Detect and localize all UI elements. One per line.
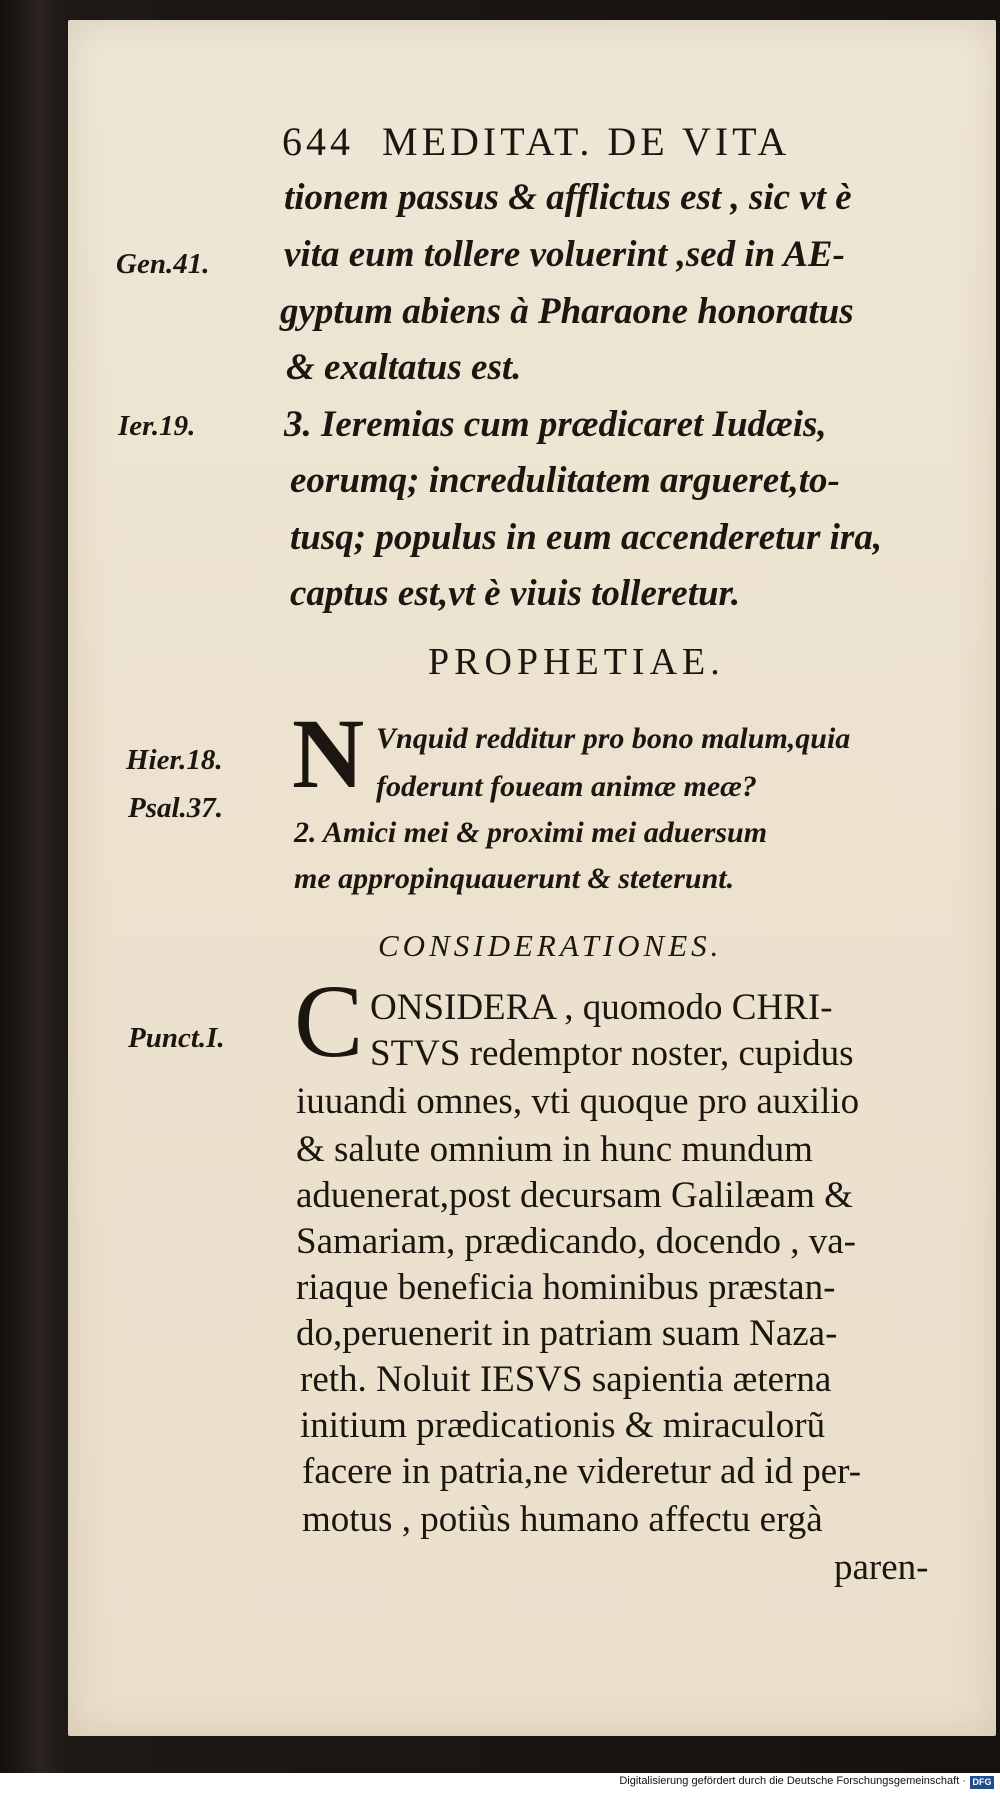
- consid-line: motus , potiùs humano affectu ergà: [302, 1499, 823, 1540]
- margin-note-punct: Punct.I.: [128, 1022, 225, 1054]
- running-title: MEDITAT. DE VITA: [382, 119, 791, 164]
- consid-line: do,peruenerit in patriam suam Naza-: [296, 1313, 838, 1354]
- para1-line: gyptum abiens à Pharaone honoratus: [280, 291, 854, 332]
- para1-line: & exaltatus est.: [286, 347, 522, 388]
- consid-line: aduenerat,post decursam Galilæam &: [296, 1175, 853, 1216]
- page-number: 644: [282, 119, 354, 164]
- margin-note-gen: Gen.41.: [116, 248, 210, 280]
- dropcap-n: N: [292, 698, 365, 809]
- consid-line: facere in patria,ne videretur ad id per-: [302, 1451, 862, 1492]
- para1-line: tionem passus & afflictus est , sic vt è: [284, 177, 852, 218]
- para2-line: captus est,vt è viuis tolleretur.: [290, 573, 741, 614]
- consid-line: reth. Noluit IESVS sapientia æterna: [300, 1359, 832, 1400]
- consid-line: initium prædicationis & miraculorũ: [300, 1405, 826, 1446]
- para2-line: tusq; populus in eum accenderetur ira,: [290, 517, 883, 558]
- margin-note-hier: Hier.18.: [126, 744, 223, 776]
- prophetiae-line: me appropinquauerunt & steterunt.: [294, 862, 735, 895]
- consid-line: ONSIDERA , quomodo CHRI-: [370, 987, 833, 1028]
- dropcap-c: C: [294, 964, 364, 1079]
- consid-line: STVS redemptor noster, cupidus: [370, 1033, 854, 1074]
- running-head: [282, 118, 790, 165]
- para2-line: 3. Ieremias cum prædicaret Iudæis,: [284, 404, 827, 445]
- heading-considerationes: CONSIDERATIONES.: [378, 928, 723, 963]
- prophetiae-line: 2. Amici mei & proximi mei aduersum: [294, 816, 768, 849]
- digitization-credit: Digitalisierung gefördert durch die Deutsche Forschungsgemeinschaft ·: [619, 1775, 966, 1787]
- consid-line: & salute omnium in hunc mundum: [296, 1129, 813, 1170]
- prophetiae-line: Vnquid redditur pro bono malum,quia: [376, 722, 851, 755]
- dfg-logo: DFG: [970, 1776, 994, 1789]
- para1-line: vita eum tollere voluerint ,sed in AE-: [284, 234, 845, 275]
- para2-line: eorumq; incredulitatem argueret,to-: [290, 460, 840, 501]
- consid-line: iuuandi omnes, vti quoque pro auxilio: [296, 1081, 860, 1122]
- consid-line: riaque beneficia hominibus præstan-: [296, 1267, 836, 1308]
- margin-note-ier: Ier.19.: [118, 410, 196, 442]
- prophetiae-line: foderunt foueam animæ meæ?: [376, 770, 757, 803]
- consid-line: Samariam, prædicando, docendo , va-: [296, 1221, 856, 1262]
- margin-note-psal: Psal.37.: [128, 792, 224, 824]
- catchword: paren-: [834, 1547, 929, 1588]
- heading-prophetiae: PROPHETIAE.: [428, 641, 725, 683]
